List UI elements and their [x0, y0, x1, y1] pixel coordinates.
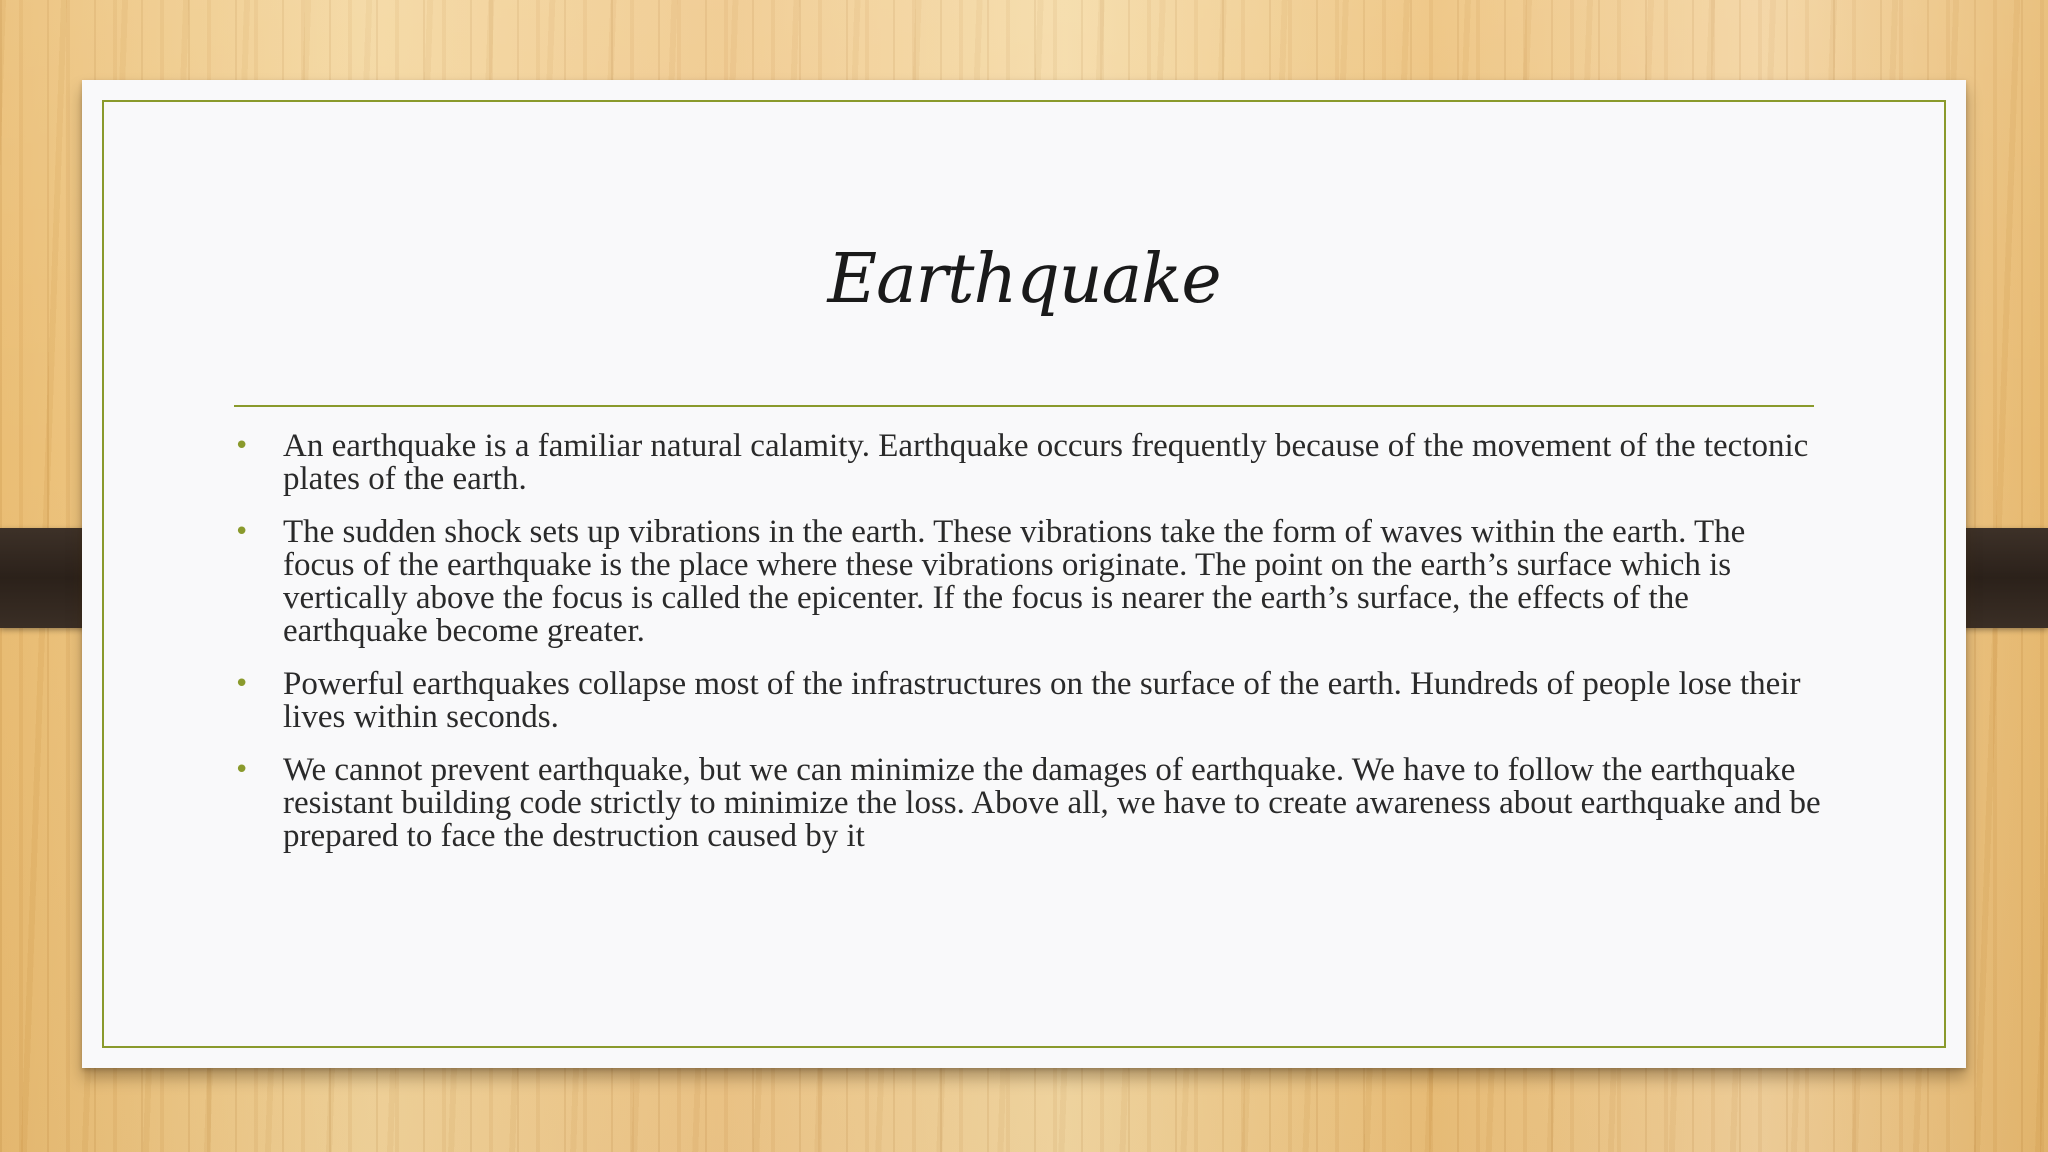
slide-title: Earthquake — [827, 240, 1221, 319]
bullet-dot-icon: • — [234, 669, 250, 699]
bullet-item — [234, 516, 1824, 648]
bullet-list — [234, 430, 1824, 873]
bullet-text: The sudden shock sets up vibrations in the earth. These vibrations take the form of waves within the earth. The focus of the earthquake is the place where these vibrations originate. The point on the earth’s surface which is vertically above the focus is called the epicenter. If the focus is nearer the earth’s surface, the effects of the earthquake become greater. — [283, 514, 1746, 649]
bullet-text: We cannot prevent earthquake, but we can minimize the damages of earthquake. We have to follow the earthquake resistant building code strictly to minimize the loss. Above all, we have to create awareness about earthquake and be prepared to face the destruction caused by it — [283, 752, 1821, 854]
title-divider — [234, 405, 1814, 407]
bullet-item — [234, 754, 1824, 853]
bullet-dot-icon: • — [234, 517, 250, 547]
bullet-dot-icon: • — [234, 755, 250, 785]
bullet-item — [234, 668, 1824, 734]
slide — [82, 80, 1966, 1068]
bullet-dot-icon: • — [234, 431, 250, 461]
bullet-text: Powerful earthquakes collapse most of the infrastructures on the surface of the earth. Hundreds of people lose their lives within seconds. — [283, 666, 1801, 735]
bullet-item — [234, 430, 1824, 496]
bullet-text: An earthquake is a familiar natural calamity. Earthquake occurs frequently because of the movement of the tectonic plates of the earth. — [283, 428, 1809, 497]
